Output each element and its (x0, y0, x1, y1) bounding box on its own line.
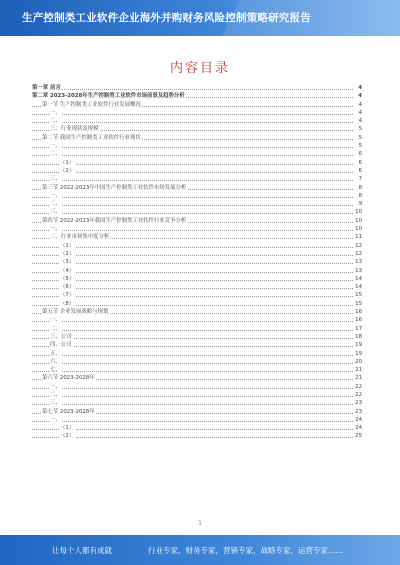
toc-entry-label: （1） (60, 242, 75, 249)
toc-entry[interactable] (32, 117, 362, 125)
toc-entry-page: 19 (355, 350, 362, 357)
toc-entry[interactable] (32, 84, 362, 92)
toc-entry-label: （8） (60, 300, 75, 307)
toc-leader-dots (32, 164, 353, 165)
toc-entry[interactable] (32, 308, 362, 316)
toc-entry[interactable] (32, 424, 362, 432)
toc-leader-dots (32, 305, 353, 306)
toc-leader-dots (32, 205, 353, 206)
toc-entry-page: 21 (355, 375, 362, 382)
toc-entry[interactable] (32, 283, 362, 291)
toc-entry-label: 二、行业市场集中度分析 (50, 234, 110, 241)
footer-tags: 行业专家，财务专家，营销专家，战略专家，运营专家…… (148, 546, 343, 555)
toc-entry-label: 七、 (50, 367, 61, 374)
toc-entry-label: 二、 (50, 118, 61, 125)
toc-entry[interactable] (32, 258, 362, 266)
toc-entry[interactable] (32, 300, 362, 308)
toc-entry[interactable] (32, 242, 362, 250)
toc-entry-label: （5） (60, 275, 75, 282)
toc-entry[interactable] (32, 184, 362, 192)
toc-leader-dots (32, 363, 353, 364)
toc-entry[interactable] (32, 101, 362, 109)
toc-entry-label: 第一节 生产控制类工业软件行业发展概况 (42, 101, 141, 108)
toc-entry-label: 三、公司 (50, 333, 72, 340)
footer-band (0, 535, 400, 565)
toc-entry-page: 7 (358, 176, 362, 183)
toc-entry-label: 一、 (50, 192, 61, 199)
toc-entry-page: 24 (355, 425, 362, 432)
toc-entry-page: 14 (355, 275, 362, 282)
toc-leader-dots (32, 147, 353, 148)
toc-leader-dots (32, 346, 353, 347)
toc-leader-dots (32, 255, 353, 256)
toc-entry-page: 10 (355, 226, 362, 233)
toc-leader-dots (32, 396, 353, 397)
toc-entry[interactable] (32, 250, 362, 258)
toc-entry-page: 15 (355, 292, 362, 299)
toc-entry-page: 11 (355, 234, 362, 241)
toc-entry-page: 15 (355, 300, 362, 307)
toc-leader-dots (32, 172, 353, 173)
toc-entry[interactable] (32, 416, 362, 424)
toc-leader-dots (32, 421, 353, 422)
toc-entry-page: 23 (355, 408, 362, 415)
toc-entry-label: 三、 (50, 176, 61, 183)
footer-slogan: 让每个人都有成就 (52, 546, 112, 555)
toc-entry-label: （1） (60, 159, 75, 166)
toc-entry-page: 12 (355, 250, 362, 257)
toc-entry-page: 13 (355, 267, 362, 274)
toc-entry[interactable] (32, 159, 362, 167)
toc-entry[interactable] (32, 366, 362, 374)
toc-entry-label: 三、 (50, 400, 61, 407)
toc-entry-label: 三、 (50, 209, 61, 216)
toc-entry[interactable] (32, 358, 362, 366)
toc-entry-page: 18 (355, 333, 362, 340)
toc-entry-label: 五、 (50, 350, 61, 357)
toc-entry[interactable] (32, 150, 362, 158)
toc-entry[interactable] (32, 233, 362, 241)
toc-leader-dots (32, 338, 353, 339)
toc-entry-page: 6 (358, 167, 362, 174)
toc-entry-label: （2） (60, 433, 75, 440)
toc-leader-dots (32, 197, 353, 198)
toc-leader-dots (32, 355, 353, 356)
toc-entry-label: 六、 (50, 358, 61, 365)
toc-entry[interactable] (32, 341, 362, 349)
toc-entry-page: 4 (358, 101, 362, 108)
toc-entry[interactable] (32, 408, 362, 416)
toc-heading: 内容目录 (169, 61, 230, 76)
toc-entry[interactable] (32, 175, 362, 183)
toc-entry-label: 第一章 前言 (32, 85, 61, 91)
toc-entry-page: 23 (355, 400, 362, 407)
toc-entry-page: 20 (355, 358, 362, 365)
toc-leader-dots (32, 429, 353, 430)
toc-entry-label: 三、行业现状及规模 (50, 126, 99, 133)
toc-leader-dots (32, 288, 353, 289)
toc-entry-page: 10 (355, 217, 362, 224)
toc-entry-label: （1） (60, 425, 75, 432)
toc-entry-label: 第二节 我国生产控制类工业软件行业现状 (42, 134, 141, 141)
toc-leader-dots (32, 247, 353, 248)
toc-entry-label: 四、公司 (50, 342, 72, 349)
report-title: 生产控制类工业软件企业海外并购财务风险控制策略研究报告 (22, 12, 311, 24)
toc-entry-label: 二、 (50, 201, 61, 208)
toc-leader-dots (32, 114, 353, 115)
toc-entry[interactable] (32, 225, 362, 233)
toc-entry-label: 二、 (50, 151, 61, 158)
toc-entry-page: 12 (355, 242, 362, 249)
toc-entry[interactable] (32, 291, 362, 299)
toc-entry[interactable] (32, 200, 362, 208)
toc-entry-page: 14 (355, 284, 362, 291)
toc-entry[interactable] (32, 125, 362, 133)
toc-entry[interactable] (32, 391, 362, 399)
toc-leader-dots (32, 280, 353, 281)
toc-entry-label: 第六节 2023-2028年 (42, 375, 95, 382)
toc-entry[interactable] (32, 208, 362, 216)
toc-leader-dots (32, 272, 353, 273)
toc-entry-page: 5 (358, 134, 362, 141)
toc-entry[interactable] (32, 374, 362, 382)
toc-entry[interactable] (32, 109, 362, 117)
toc-entry[interactable] (32, 316, 362, 324)
toc-leader-dots (32, 437, 353, 438)
toc-entry[interactable] (32, 142, 362, 150)
toc-entry-page: 9 (358, 201, 362, 208)
toc-entry-page: 16 (355, 309, 362, 316)
toc-entry[interactable] (32, 92, 362, 100)
toc-entry-page: 25 (355, 433, 362, 440)
toc-leader-dots (32, 213, 353, 214)
toc-entry-page: 19 (355, 342, 362, 349)
toc-entry-page: 22 (355, 383, 362, 390)
toc-leader-dots (32, 89, 353, 90)
toc-entry-label: 二、 (50, 391, 61, 398)
toc-entry-page: 6 (358, 151, 362, 158)
table-of-contents (32, 84, 362, 441)
toc-leader-dots (32, 330, 353, 331)
toc-entry[interactable] (32, 267, 362, 275)
toc-entry-page: 6 (358, 159, 362, 166)
toc-entry[interactable] (32, 275, 362, 283)
toc-entry-page: 4 (358, 85, 362, 91)
toc-leader-dots (32, 404, 353, 405)
toc-entry-label: （2） (60, 167, 75, 174)
toc-entry-label: 一、 (50, 109, 61, 116)
toc-entry[interactable] (32, 432, 362, 440)
toc-entry-label: 二、 (50, 325, 61, 332)
toc-entry[interactable] (32, 399, 362, 407)
toc-entry-page: 13 (355, 259, 362, 266)
toc-entry-page: 4 (358, 109, 362, 116)
toc-entry-page: 5 (358, 126, 362, 133)
toc-entry-page: 17 (355, 325, 362, 332)
toc-entry[interactable] (32, 325, 362, 333)
toc-leader-dots (32, 388, 353, 389)
page-number: 1 (198, 520, 202, 527)
toc-entry-page: 22 (355, 391, 362, 398)
toc-leader-dots (32, 230, 353, 231)
header-band (0, 0, 400, 36)
toc-entry-label: 第五节 企业发展战略与规划 (42, 309, 109, 316)
toc-entry[interactable] (32, 333, 362, 341)
toc-entry-page: 8 (358, 192, 362, 199)
toc-leader-dots (32, 296, 353, 297)
toc-entry[interactable] (32, 383, 362, 391)
toc-entry-label: 一、 (50, 226, 61, 233)
toc-entry-label: （4） (60, 267, 75, 274)
toc-entry-page: 21 (355, 367, 362, 374)
toc-entry[interactable] (32, 350, 362, 358)
toc-entry-label: 第七节 2023-2028年 (42, 408, 95, 415)
toc-leader-dots (32, 155, 353, 156)
toc-leader-dots (32, 180, 353, 181)
toc-entry-label: （7） (60, 292, 75, 299)
toc-entry[interactable] (32, 192, 362, 200)
toc-entry-label: 第二章 2023-2028年生产控制类工业软件市场前景及趋势分析 (32, 93, 185, 100)
toc-entry-label: 一、 (50, 416, 61, 423)
toc-entry-label: 一、 (50, 317, 61, 324)
toc-leader-dots (32, 321, 353, 322)
toc-entry-label: （3） (60, 259, 75, 266)
toc-entry[interactable] (32, 217, 362, 225)
toc-entry[interactable] (32, 167, 362, 175)
toc-entry-label: 第三节 2022-2023年中国生产控制类工业软件市场发展分析 (42, 184, 187, 191)
toc-entry-page: 24 (355, 416, 362, 423)
toc-entry-page: 5 (358, 143, 362, 150)
toc-leader-dots (32, 263, 353, 264)
toc-entry-label: 一、 (50, 143, 61, 150)
toc-entry-page: 16 (355, 317, 362, 324)
toc-entry-label: 第四节 2022-2023年我国生产控制类工业软件行业竞争分析 (42, 217, 187, 224)
toc-entry-page: 4 (358, 118, 362, 125)
toc-entry-label: （6） (60, 284, 75, 291)
toc-entry-page: 8 (358, 184, 362, 191)
toc-leader-dots (32, 122, 353, 123)
toc-entry-label: （2） (60, 250, 75, 257)
toc-leader-dots (32, 371, 353, 372)
toc-entry[interactable] (32, 134, 362, 142)
toc-entry-page: 4 (358, 93, 362, 100)
toc-entry-page: 10 (355, 209, 362, 216)
toc-entry-label: 一、 (50, 383, 61, 390)
